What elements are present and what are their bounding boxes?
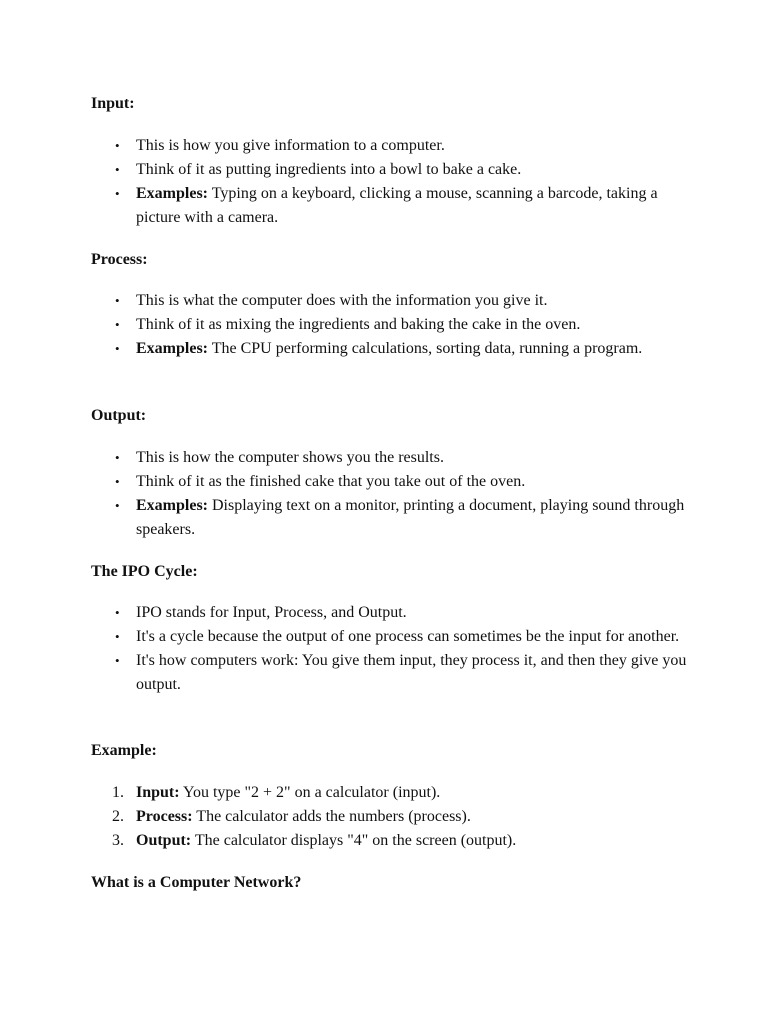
examples-label: Examples: <box>136 497 208 514</box>
step-text: The calculator adds the numbers (process). <box>192 808 471 825</box>
examples-text: Typing on a keyboard, clicking a mouse, scanning a barcode, taking a picture with a camera. <box>136 185 658 226</box>
step-number: 3. <box>112 832 124 849</box>
section-heading-network: What is a Computer Network? <box>91 874 302 891</box>
step-number: 2. <box>112 808 124 825</box>
step-label: Input: <box>136 784 180 801</box>
step-label: Process: <box>136 808 193 825</box>
section-heading-example: Example: <box>91 742 157 759</box>
list-item: • This is how the computer shows you the results. <box>136 446 691 470</box>
ipo-cycle-list <box>91 601 691 697</box>
step-text: You type "2 + 2" on a calculator (input). <box>179 784 441 801</box>
input-list <box>91 134 691 230</box>
examples-label: Examples: <box>136 340 208 357</box>
section-heading-process: Process: <box>91 251 148 268</box>
section-heading-ipo-cycle: The IPO Cycle: <box>91 563 198 580</box>
examples-text: Displaying text on a monitor, printing a document, playing sound through speakers. <box>136 497 685 538</box>
section-heading-input: Input: <box>91 95 135 112</box>
list-item: • IPO stands for Input, Process, and Output. <box>136 601 691 625</box>
process-list <box>91 289 691 361</box>
example-steps-list <box>91 781 691 853</box>
step-number: 1. <box>112 784 124 801</box>
output-list <box>91 446 691 542</box>
list-item: • It's a cycle because the output of one process can sometimes be the input for another. <box>136 625 691 649</box>
list-item: • Think of it as the finished cake that you take out of the oven. <box>136 470 691 494</box>
step-item <box>112 805 691 829</box>
list-item: • This is what the computer does with the information you give it. <box>136 289 691 313</box>
step-text: The calculator displays "4" on the screen (output). <box>191 832 517 849</box>
step-item <box>112 781 691 805</box>
list-item: • It's how computers work: You give them input, they process it, and then they give you output. <box>136 649 691 697</box>
list-item: • Think of it as mixing the ingredients and baking the cake in the oven. <box>136 313 691 337</box>
list-item: • This is how you give information to a computer. <box>136 134 691 158</box>
section-heading-output: Output: <box>91 407 147 424</box>
step-item <box>112 829 691 853</box>
list-item-examples <box>136 337 691 361</box>
list-item-examples <box>136 182 691 230</box>
list-item-examples <box>136 494 691 542</box>
step-label: Output: <box>136 832 192 849</box>
examples-text: The CPU performing calculations, sorting data, running a program. <box>208 340 643 357</box>
list-item: • Think of it as putting ingredients into a bowl to bake a cake. <box>136 158 691 182</box>
examples-label: Examples: <box>136 185 208 202</box>
